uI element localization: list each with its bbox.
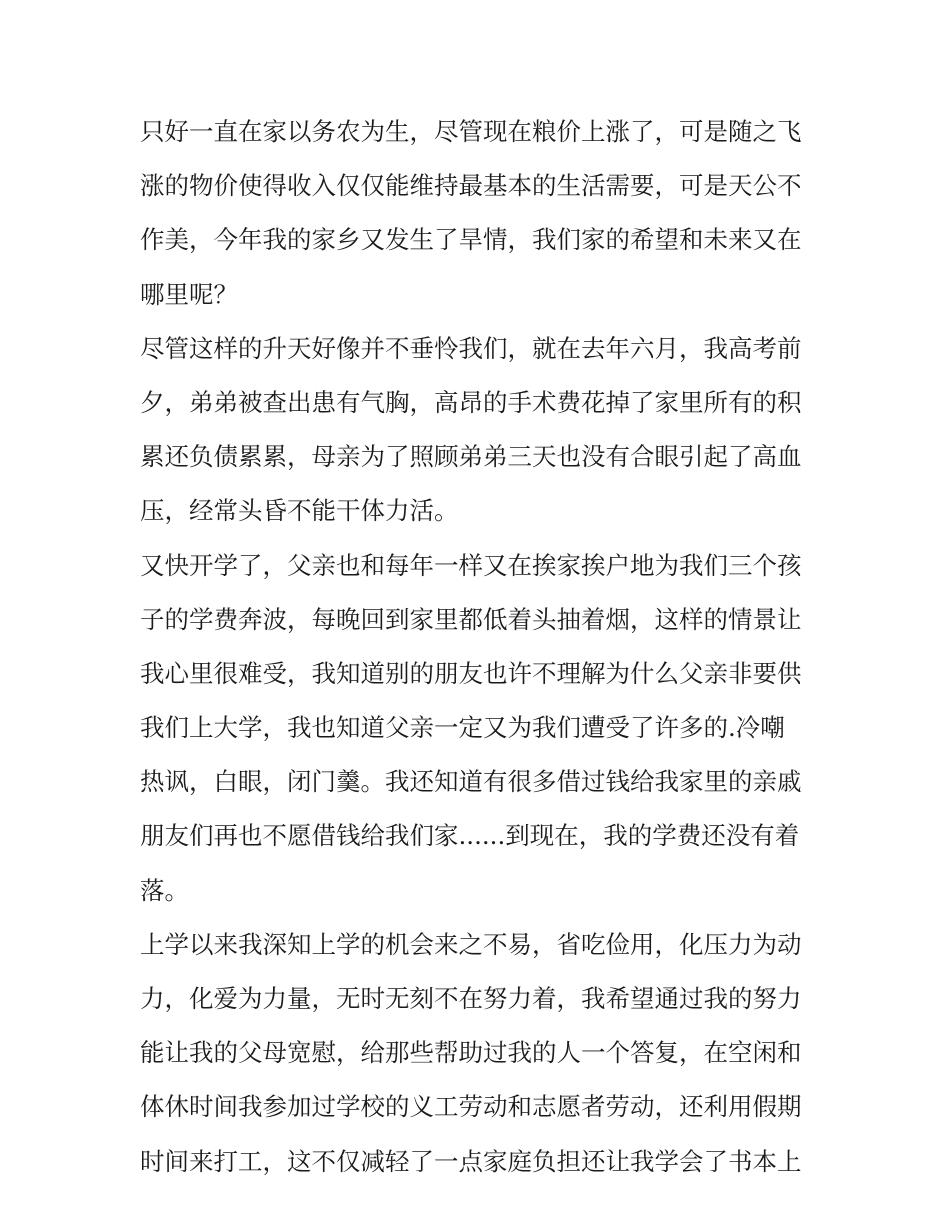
text-line: 朋友们再也不愿借钱给我们家......到现在，我的学费还没有着 xyxy=(140,821,800,851)
text-line: 时间来打工，这不仅减轻了一点家庭负担还让我学会了书本上 xyxy=(140,1146,802,1176)
text-line: 尽管这样的升天好像并不垂怜我们，就在去年六月，我高考前 xyxy=(140,333,802,363)
text-line: 我们上大学，我也知道父亲一定又为我们遭受了许多的.冷嘲 xyxy=(140,713,785,743)
body-text xyxy=(140,105,820,1189)
text-line: 子的学费奔波，每晚回到家里都低着头抽着烟，这样的情景让 xyxy=(140,604,802,634)
text-line: 作美，今年我的家乡又发生了旱情，我们家的希望和未来又在 xyxy=(140,225,802,255)
text-line: 只好一直在家以务农为生，尽管现在粮价上涨了，可是随之飞 xyxy=(140,117,802,146)
text-line: 体休时间我参加过学校的义工劳动和志愿者劳动，还利用假期 xyxy=(140,1092,802,1122)
text-line: 力，化爱为力量，无时无刻不在努力着，我希望通过我的努力 xyxy=(140,984,802,1013)
text-line: 落。 xyxy=(140,875,189,905)
text-line: 压，经常头昏不能干体力活。 xyxy=(140,496,459,526)
text-line: 累还负债累累，母亲为了照顾弟弟三天也没有合眼引起了高血 xyxy=(140,442,802,472)
text-line: 哪里呢？ xyxy=(140,279,238,309)
text-line: 能让我的父母宽慰，给那些帮助过我的人一个答复，在空闲和 xyxy=(140,1038,802,1068)
text-line: 又快开学了，父亲也和每年一样又在挨家挨户地为我们三个孩 xyxy=(140,550,802,580)
text-line: 夕，弟弟被查出患有气胸，高昂的手术费花掉了家里所有的积 xyxy=(140,387,802,417)
text-line: 我心里很难受，我知道别的朋友也许不理解为什么父亲非要供 xyxy=(140,658,802,688)
text-line: 涨的物价使得收入仅仅能维持最基本的生活需要，可是天公不 xyxy=(140,171,802,201)
text-line: 上学以来我深知上学的机会来之不易，省吃俭用，化压力为动 xyxy=(140,929,802,959)
text-line: 热讽，白眼，闭门羹。我还知道有很多借过钱给我家里的亲戚 xyxy=(140,767,802,797)
